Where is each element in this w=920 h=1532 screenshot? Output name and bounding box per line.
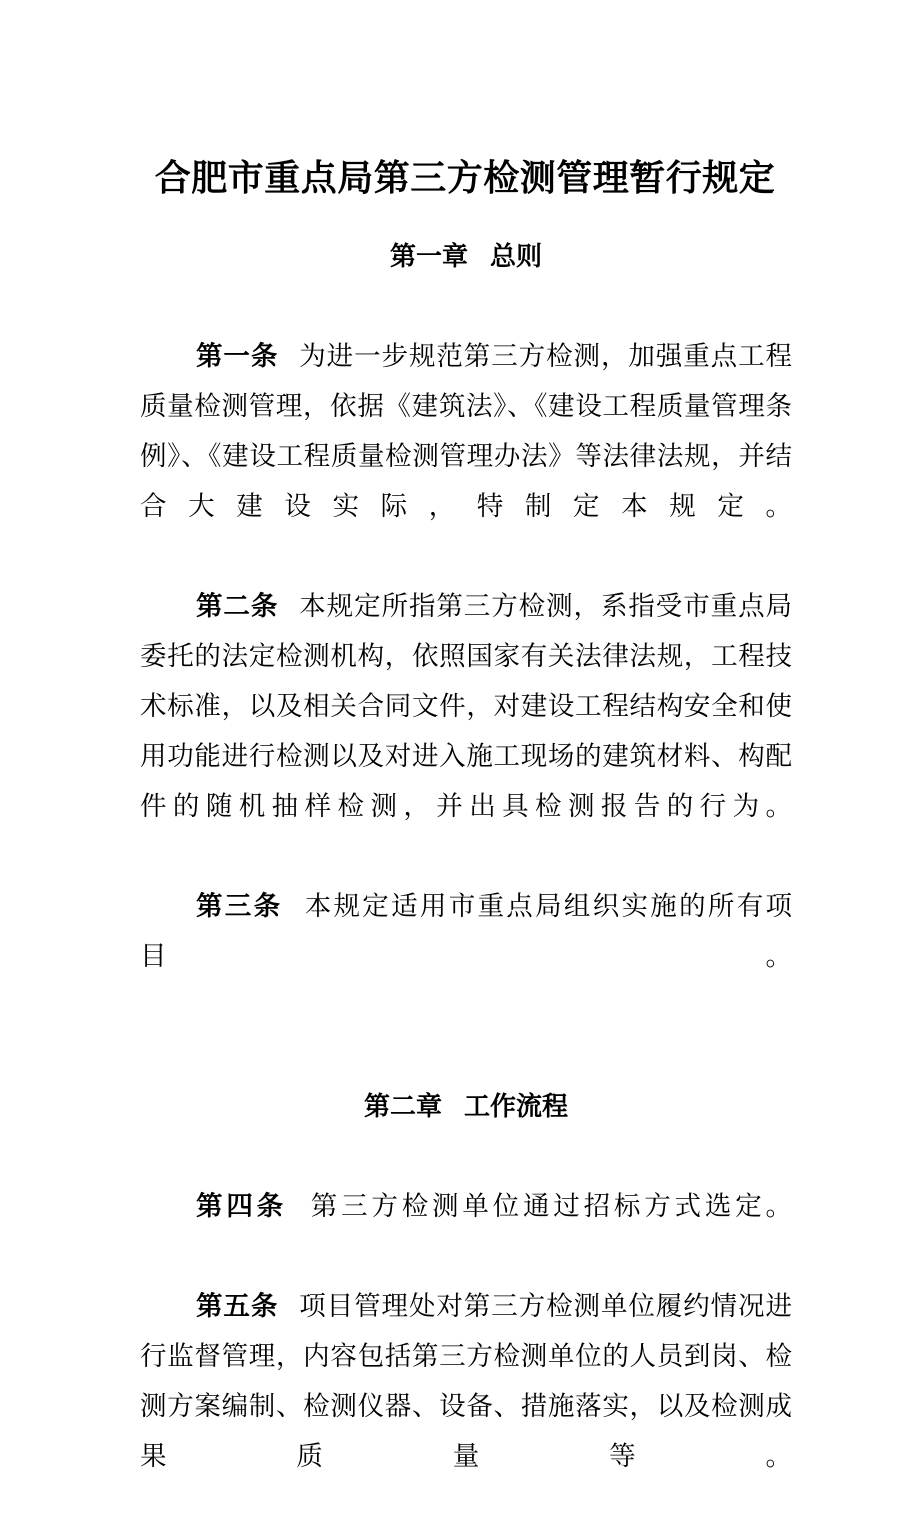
- chapter-label-2: 第二章: [363, 1092, 442, 1122]
- article-text-2: 本规定所指第三方检测，系指受市重点局委托的法定检测机构，依照国家有关法律法规，工程技术标准，以及相关合同文件，对建设工程结构安全和使用功能进行检测以及对进入施工现场的建筑材料、构配件的随机抽样检测，并出具检测报告的行为。: [140, 591, 793, 822]
- article-1: [140, 332, 792, 582]
- chapter-name-1: 总则: [490, 242, 543, 272]
- article-5: [140, 1282, 792, 1532]
- chapter-label-1: 第一章: [389, 242, 468, 272]
- article-number-4: 第四条: [196, 1191, 287, 1222]
- article-number-5: 第五条: [196, 1291, 279, 1322]
- spacer-chapter1: [140, 282, 792, 332]
- article-text-1: 为进一步规范第三方检测，加强重点工程质量检测管理，依据《建筑法》、《建设工程质量管理条例》、《建设工程质量检测管理办法》等法律法规，并结合大建设实际，特制定本规定。: [140, 341, 793, 522]
- article-2: [140, 582, 792, 882]
- article-text-3: 本规定适用市重点局组织实施的所有项目。: [140, 891, 793, 972]
- chapter-heading-1: [140, 232, 792, 282]
- spacer-chapter2: [140, 1132, 792, 1182]
- spacer-before-chapter2: [140, 1032, 792, 1082]
- article-text-5: 项目管理处对第三方检测单位履约情况进行监督管理，内容包括第三方检测单位的人员到岗、检测方案编制、检测仪器、设备、措施落实，以及检测成果质量等。: [140, 1291, 793, 1472]
- article-3: [140, 882, 792, 1032]
- chapter-name-2: 工作流程: [464, 1092, 569, 1122]
- article-number-1: 第一条: [196, 341, 279, 372]
- article-number-2: 第二条: [196, 591, 279, 622]
- article-text-4: 第三方检测单位通过招标方式选定。: [306, 1191, 793, 1222]
- article-4: [140, 1182, 792, 1282]
- chapter-heading-2: [140, 1082, 792, 1132]
- article-number-3: 第三条: [196, 891, 283, 922]
- page-title: 合肥市重点局第三方检测管理暂行规定: [154, 157, 776, 200]
- document-body: [140, 232, 792, 1532]
